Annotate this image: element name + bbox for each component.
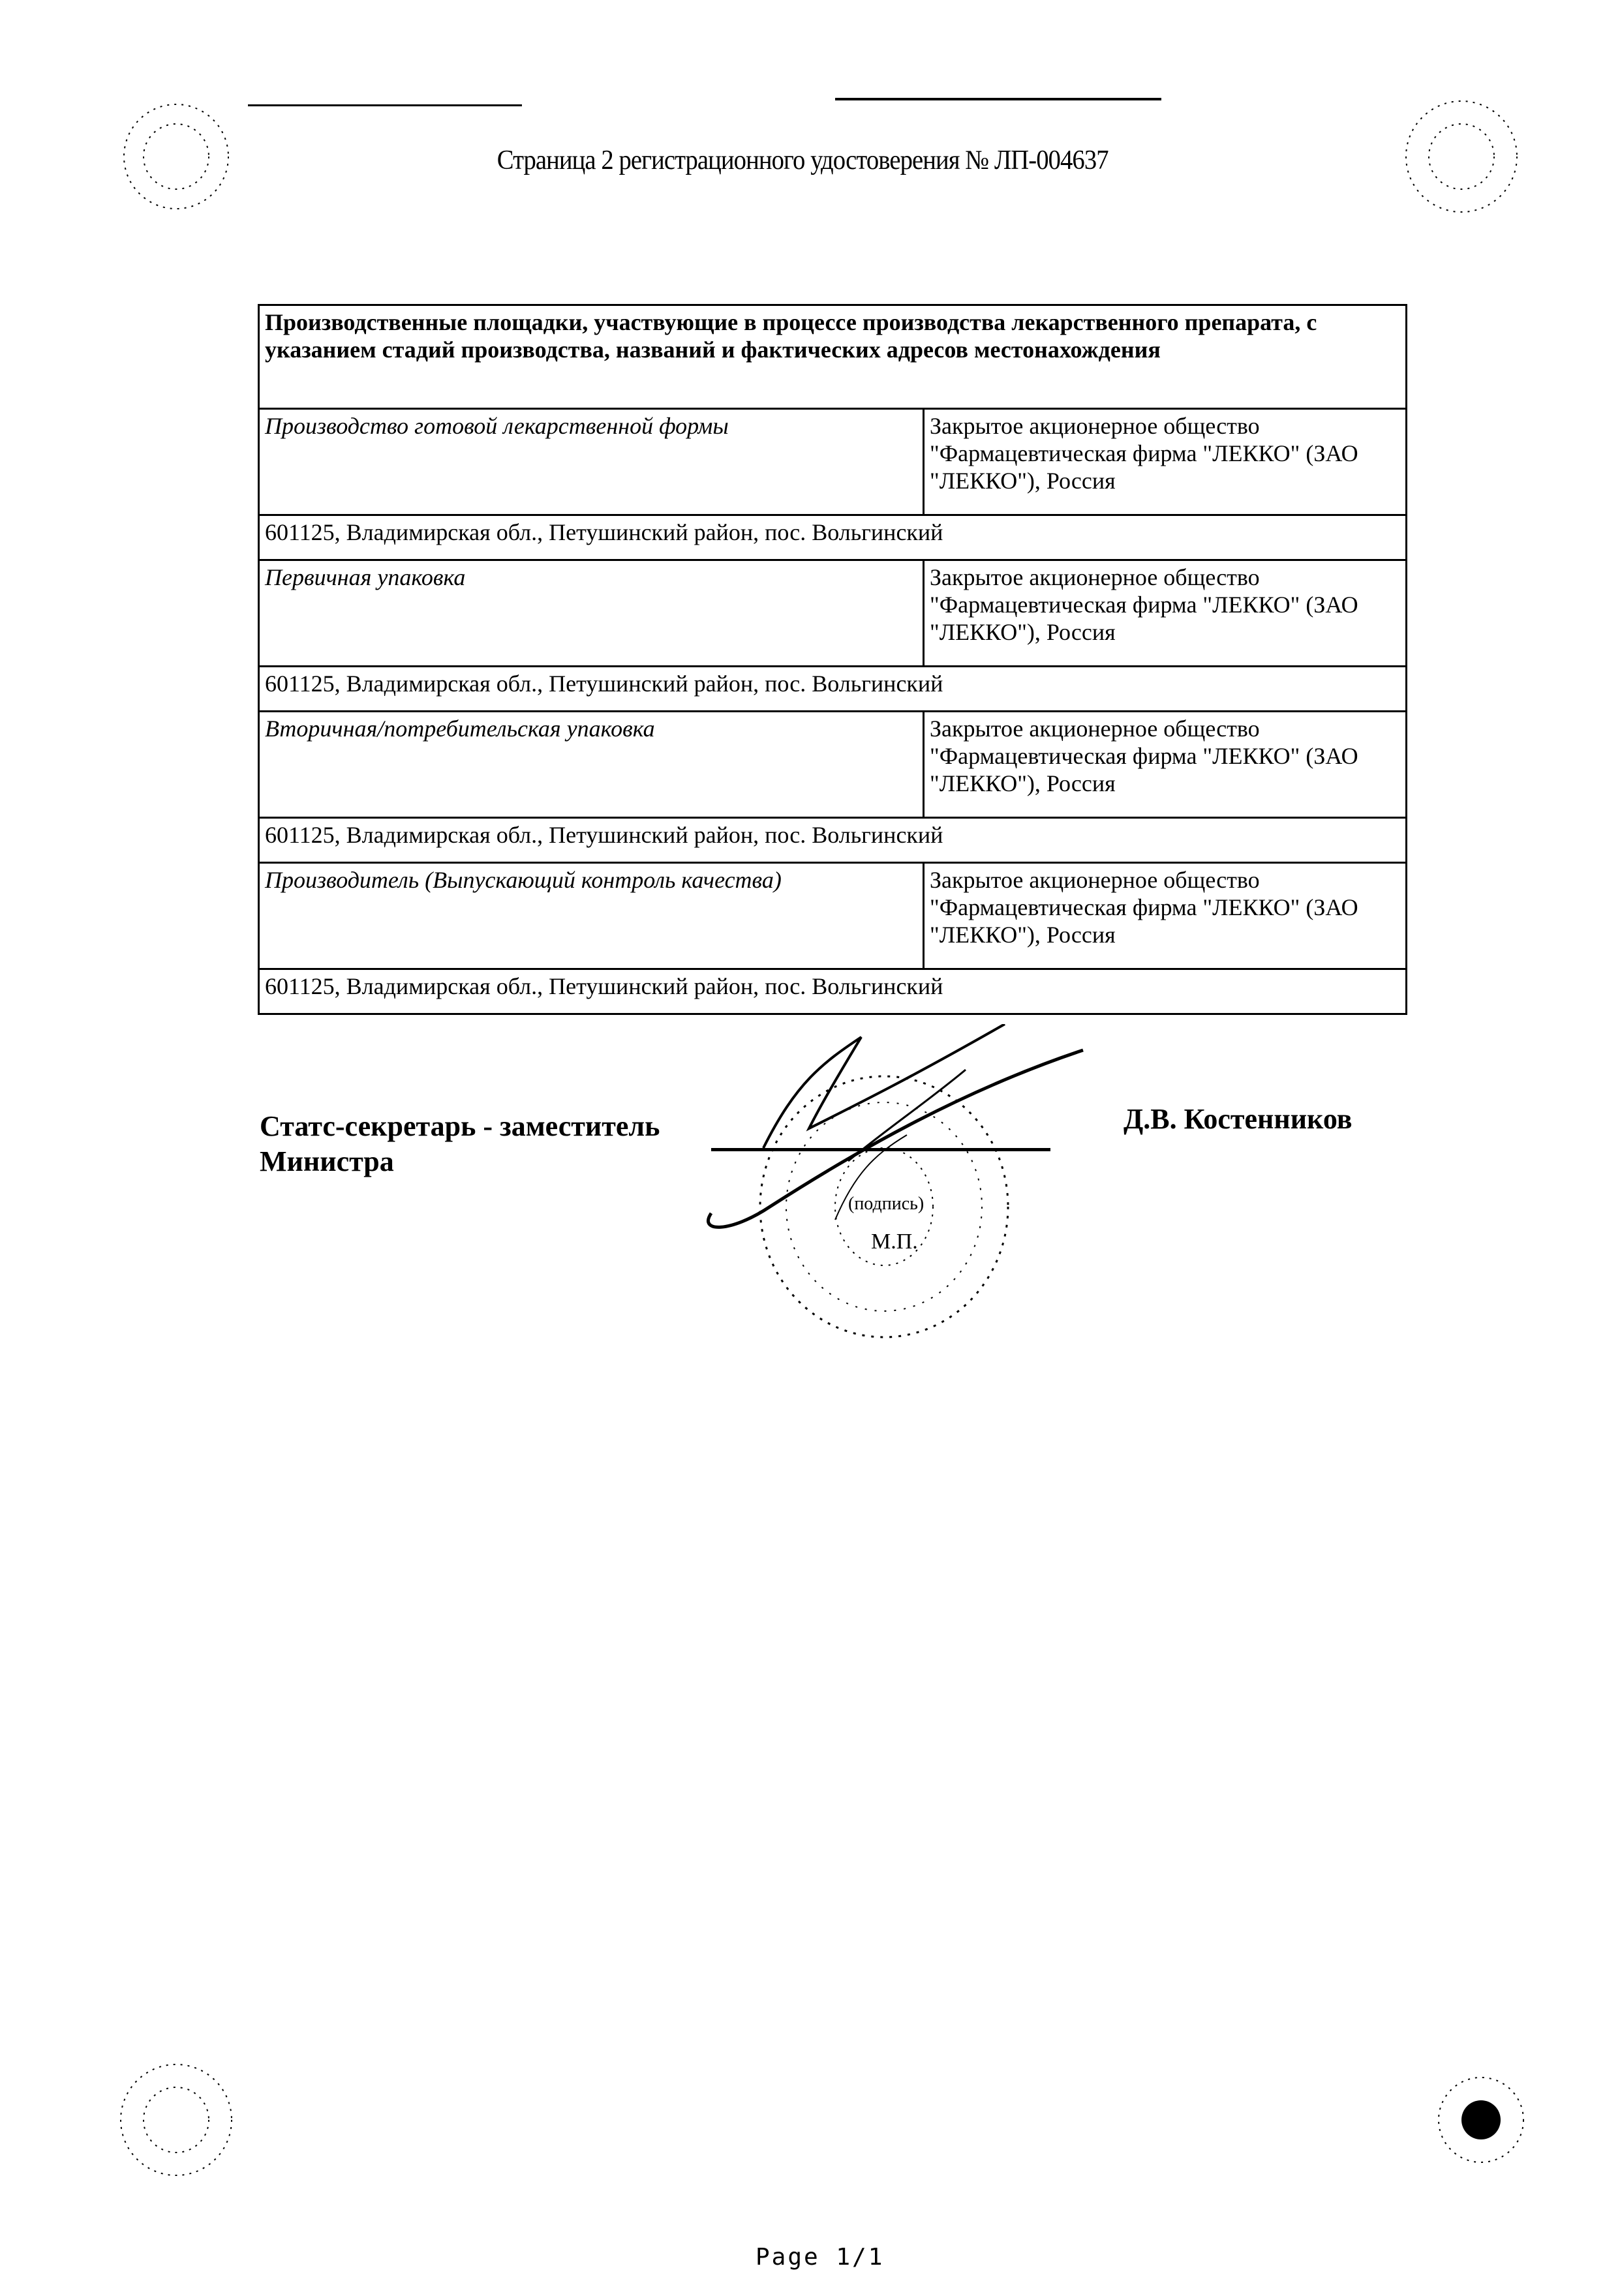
organization-cell: Закрытое акционерное общество "Фармацевтическая фирма "ЛЕККО" (ЗАО "ЛЕККО"), Россия: [924, 863, 1407, 969]
organization-cell: Закрытое акционерное общество "Фармацевтическая фирма "ЛЕККО" (ЗАО "ЛЕККО"), Россия: [924, 560, 1407, 667]
signatory-role-line1: Статс-секретарь - заместитель: [260, 1110, 660, 1142]
address-cell: 601125, Владимирская обл., Петушинский район, пос. Вольгинский: [259, 667, 1407, 712]
address-cell: 601125, Владимирская обл., Петушинский район, пос. Вольгинский: [259, 818, 1407, 863]
address-row: [259, 667, 1407, 712]
address-row: [259, 969, 1407, 1014]
address-cell: 601125, Владимирская обл., Петушинский район, пос. Вольгинский: [259, 515, 1407, 560]
table-row: [259, 712, 1407, 818]
stage-cell: Производство готовой лекарственной формы: [259, 409, 924, 515]
address-row: [259, 818, 1407, 863]
address-row: [259, 515, 1407, 560]
signatory-name: Д.В. Костенников: [1124, 1103, 1353, 1135]
scan-noise-line: [248, 104, 522, 106]
manufacturing-sites-table: [258, 304, 1407, 1015]
page-title-text: Страница 2 регистрационного удостоверения № ЛП-004637: [497, 145, 1108, 175]
scan-registration-mark-bottom-right-icon: [1396, 2055, 1559, 2205]
table-row: [259, 409, 1407, 515]
stage-cell: Производитель (Выпускающий контроль качества): [259, 863, 924, 969]
address-cell: 601125, Владимирская обл., Петушинский район, пос. Вольгинский: [259, 969, 1407, 1014]
page-number-footer: Page 1/1: [756, 2244, 885, 2271]
table-row: [259, 560, 1407, 667]
table-header-cell: Производственные площадки, участвующие в процессе производства лекарственного препарата, с указанием стадий производства, названий и фактических адресов местонахождения: [259, 305, 1407, 409]
organization-cell: Закрытое акционерное общество "Фармацевтическая фирма "ЛЕККО" (ЗАО "ЛЕККО"), Россия: [924, 409, 1407, 515]
signatory-role-line2: Министра: [260, 1145, 394, 1177]
organization-cell: Закрытое акционерное общество "Фармацевтическая фирма "ЛЕККО" (ЗАО "ЛЕККО"), Россия: [924, 712, 1407, 818]
table-header-row: [259, 305, 1407, 409]
scan-registration-mark-top-right-icon: [1364, 78, 1559, 235]
scan-registration-mark-bottom-left-icon: [85, 2042, 281, 2198]
scan-registration-mark-top-left-icon: [85, 91, 281, 222]
signature-caption: (подпись): [848, 1194, 925, 1214]
table-row: [259, 863, 1407, 969]
seal-caption: М.П.: [871, 1230, 918, 1254]
stage-cell: Вторичная/потребительская упаковка: [259, 712, 924, 818]
scan-noise-line: [835, 98, 1161, 100]
handwritten-signature-icon: [692, 1024, 1148, 1272]
stage-cell: Первичная упаковка: [259, 560, 924, 667]
signatory-role: [260, 1109, 660, 1179]
